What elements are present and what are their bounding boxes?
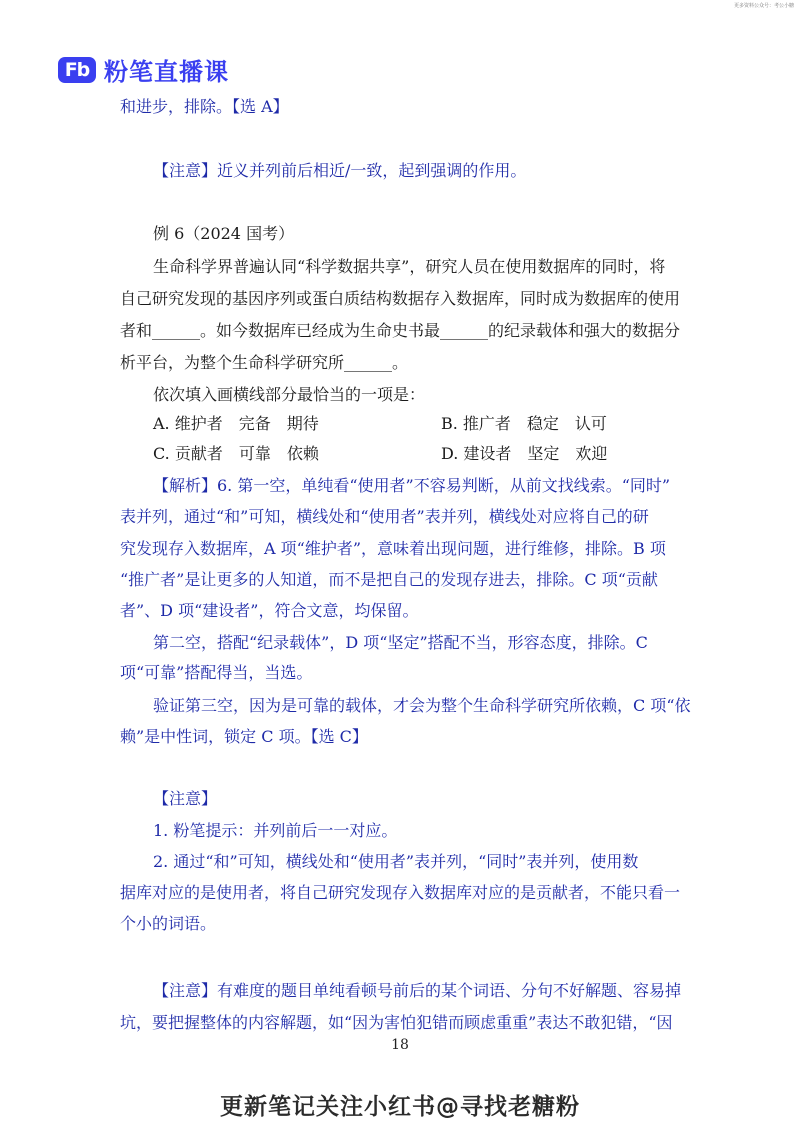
analysis-line: 【解析】6. 第一空，单纯看“使用者”不容易判断，从前文找线索。“同时” [153, 476, 671, 495]
analysis-line: 表并列，通过“和”可知，横线处和“使用者”表并列，横线处对应将自己的研 [120, 507, 649, 526]
note-line: 2. 通过“和”可知，横线处和“使用者”表并列，“同时”表并列，使用数 [153, 852, 639, 871]
option-c: C. 贡献者 可靠 依赖 [153, 444, 319, 463]
note-line: 1. 粉笔提示：并列前后一一对应。 [153, 821, 398, 840]
analysis-line: 验证第三空，因为是可靠的载体，才会为整个生命科学研究所依赖，C 项“依 [153, 696, 691, 715]
analysis-line: 赖”是中性词，锁定 C 项。【选 C】 [120, 727, 368, 746]
question-text: 者和______。如今数据库已经成为生命史书最______的纪录载体和强大的数据分 [120, 321, 681, 340]
note-line: 【注意】有难度的题目单纯看顿号前后的某个词语、分句不好解题、容易掉 [153, 981, 682, 1000]
note-line: 个小的词语。 [120, 914, 217, 933]
logo-text: 粉笔直播课 [104, 58, 229, 86]
answer-line: 和进步，排除。【选 A】 [120, 97, 289, 116]
page-number: 18 [391, 1037, 409, 1053]
analysis-line: 者”、D 项“建设者”，符合文意，均保留。 [120, 601, 419, 620]
analysis-line: 第二空，搭配“纪录载体”，D 项“坚定”搭配不当，形容态度，排除。C [153, 633, 648, 652]
note-line: 坑，要把握整体的内容解题，如“因为害怕犯错而顾虑重重”表达不敢犯错，“因 [120, 1013, 673, 1032]
top-note: 更多资料公众号：考公小糖 [733, 3, 794, 9]
question-text: 生命科学界普遍认同“科学数据共享”，研究人员在使用数据库的同时，将 [153, 257, 666, 276]
analysis-line: 项“可靠”搭配得当，当选。 [120, 663, 313, 682]
question-title: 例 6（2024 国考） [153, 224, 295, 243]
option-d: D. 建设者 坚定 欢迎 [441, 444, 608, 463]
question-text: 自己研究发现的基因序列或蛋白质结构数据存入数据库，同时成为数据库的使用 [120, 289, 681, 308]
question-text: 析平台，为整个生命科学研究所______。 [120, 353, 409, 372]
logo [58, 52, 229, 87]
analysis-line: “推广者”是让更多的人知道，而不是把自己的发现存进去，排除。C 项“贡献 [120, 570, 658, 589]
note-line: 【注意】近义并列前后相近/一致，起到强调的作用。 [153, 161, 527, 180]
option-b: B. 推广者 稳定 认可 [441, 414, 607, 433]
note-heading: 【注意】 [153, 789, 218, 808]
note-line: 据库对应的是使用者，将自己研究发现存入数据库对应的是贡献者，不能只看一 [120, 883, 681, 902]
footer-watermark: 更新笔记关注小红书@寻找老糖粉 [220, 1094, 580, 1120]
option-a: A. 维护者 完备 期待 [153, 414, 319, 433]
logo-mark: Fb [58, 57, 96, 83]
question-prompt: 依次填入画横线部分最恰当的一项是： [153, 385, 426, 404]
analysis-line: 究发现存入数据库，A 项“维护者”，意味着出现问题，进行维修，排除。B 项 [120, 539, 666, 558]
